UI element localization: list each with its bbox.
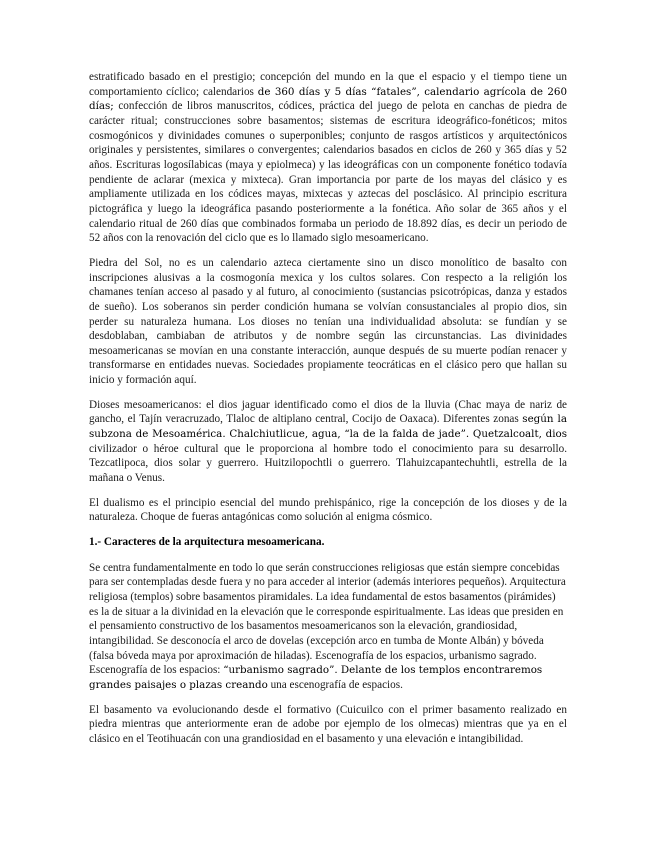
paragraph-dualismo: El dualismo es el principio esencial del mundo prehispánico, rige la concepción de los dioses y de la naturaleza. Choque de fueras antagónicas como solución al enigma cósmico. bbox=[89, 496, 567, 524]
document-page bbox=[89, 70, 567, 757]
paragraph-text: Se centra fundamentalmente en todo lo que serán construcciones religiosas que están siempre concebidas para ser contempladas desde fuera y no para acceder al interior (además interiores pequeños). Arquitectura religiosa (templos) sobre basamentos piramidales. La idea fundamental de estos basamentos (pirámides) es la de situar a la divinidad en la elevación que le corresponde espiritualmente. Las ideas que presiden en el pensamiento constructivo de los basamentos mesoamericanos son la elevación, grandiosidad, intangibilidad. Se desconocía el arco de dovelas (excepción arco en tumba de Monte Albán) y bóveda (falsa bóveda maya por aproximación de hiladas). Escenografía de los espacios, urbanismo sagrado. Escenografía de los espacios: bbox=[89, 561, 566, 677]
paragraph-dioses bbox=[89, 398, 567, 486]
paragraph-text-alt-font: de 360 días y 5 días “fatales”, calendario agrícola de 260 días; bbox=[89, 85, 567, 113]
paragraph-text: Dioses mesoamericanos: el dios jaguar identificado como el dios de la lluvia (Chac maya de nariz de gancho, el Tajín veracruzado, Tlaloc de altiplano central, Cocijo de Oaxaca). Diferentes zonas bbox=[89, 398, 567, 426]
paragraph-piedra-del-sol: Piedra del Sol, no es un calendario azteca ciertamente sino un disco monolítico de basalto con inscripciones alusivas a la cosmogonía mexica y los cultos solares. Con respecto a la religión los chamanes tenían acceso al pasado y al futuro, al conocimiento (sustancias psicotrópicas, danza y estados de sueño). Los soberanos sin perder condición humana se volvían consustanciales al propio dios, sin perder su naturaleza humana. Los dioses no tenían una individualidad absoluta: se fundían y se desdoblaban, cambiaban de atributos y de nombre según las circunstancias. Las divinidades mesoamericanas se movían en una constante interacción, aunque después de su muerte podían renacer y transformarse en entidades nuevas. Sociedades propiamente teocráticas en el clásico pero que hallan su inicio y formación aquí. bbox=[89, 256, 567, 387]
paragraph-calendars bbox=[89, 70, 567, 246]
paragraph-arquitectura bbox=[89, 561, 567, 693]
paragraph-text: civilizador o héroe cultural que le proporciona al hombre todo el conocimiento para su desarrollo. Tezcatlipoca, dios solar y guerrero. Huitzilopochtli o guerrero. Tlahuizcapantechuhtli, estrella de la mañana o Venus. bbox=[89, 442, 567, 485]
paragraph-text: estratificado basado en el prestigio; concepción del mundo en la que el espacio y el tiempo tiene un comportamiento cíclico; calendarios bbox=[89, 71, 567, 98]
paragraph-text-alt-font: “urbanismo sagrado”. Delante de los templos encontraremos grandes paisajes o plazas creando bbox=[89, 664, 543, 691]
paragraph-text: confección de libros manuscritos, códices, práctica del juego de pelota en canchas de piedra de carácter ritual; construcciones sobre basamentos; sistemas de escritura ideográfico-fonéticos; mitos cosmogónicos y divinidades comunes o superponibles; conjunto de rasgos artísticos y arquitectónicos originales y persistentes, similares o convergentes; calendarios basados en ciclos de 260 y 365 días y 52 años. Escrituras logosílabicas (maya y epiolmeca) y las ideográficas con un componente fonético todavía pendiente de aclarar (mexica y mixteca). Gran importancia por parte de los mayas del clásico y es ampliamente utilizada en los códices mayas, mixtecas y aztecas del posclásico. Al principio escritura pictográfica y luego la ideográfica pasando posteriormente a la fonética. Año solar de 365 años y el calendario ritual de 260 días que combinados formaba un periodo de 18.892 días, es decir un periodo de 52 años con la renovación del ciclo que es lo llamado siglo mesoamericano. bbox=[89, 100, 567, 245]
section-heading: 1.- Caracteres de la arquitectura mesoamericana. bbox=[89, 536, 325, 549]
paragraph-basamento: El basamento va evolucionando desde el formativo (Cuicuilco con el primer basamento realizado en piedra mientras que anteriormente eran de adobe por ejemplo de los olmecas) mientras que ya en el clásico en el Teotihuacán con una grandiosidad en el basamento y una elevación e intangibilidad. bbox=[89, 703, 567, 745]
paragraph-text: una escenografía de espacios. bbox=[267, 678, 403, 691]
paragraph-text-alt-font: según la subzona de Mesoamérica. Chalchiutlicue, agua, “la de la falda de jade”. Quetzalcoalt, dios bbox=[89, 413, 567, 441]
